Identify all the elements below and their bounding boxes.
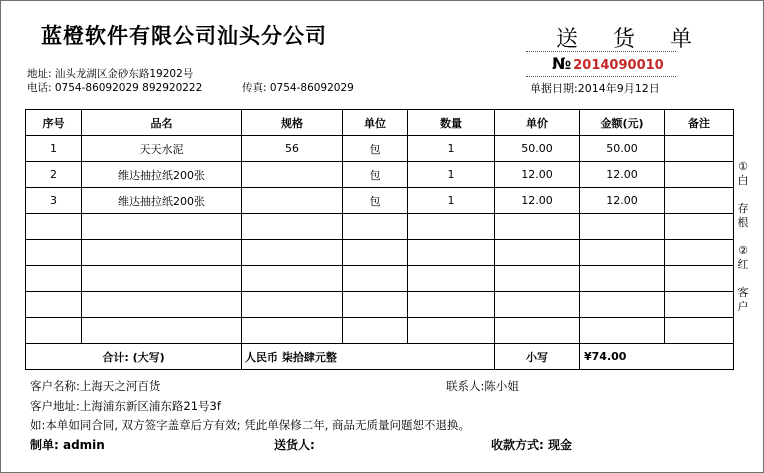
copy-note-char: 存 bbox=[737, 202, 749, 215]
total-amount-words: 人民币 柒拾肆元整 bbox=[242, 344, 495, 370]
company-name: 蓝橙软件有限公司汕头分公司 bbox=[41, 24, 327, 48]
document-number bbox=[552, 54, 664, 73]
table-cell: 包 bbox=[343, 188, 408, 214]
table-cell bbox=[82, 318, 242, 344]
table-cell: 50.00 bbox=[495, 136, 580, 162]
table-cell bbox=[580, 266, 665, 292]
table-cell: 包 bbox=[343, 136, 408, 162]
table-cell bbox=[26, 266, 82, 292]
document-date: 单据日期:2014年9月12日 bbox=[530, 82, 660, 95]
number-divider bbox=[526, 76, 676, 77]
copy-note-char: 根 bbox=[737, 216, 749, 229]
payment-method: 收款方式: 现金 bbox=[491, 438, 572, 452]
copy-note-char: ① bbox=[738, 160, 748, 173]
copy-note bbox=[736, 160, 750, 314]
column-header: 数量 bbox=[408, 110, 495, 136]
column-header: 单价 bbox=[495, 110, 580, 136]
table-cell bbox=[495, 240, 580, 266]
table-cell bbox=[408, 240, 495, 266]
table-cell: 12.00 bbox=[580, 162, 665, 188]
column-header: 金额(元) bbox=[580, 110, 665, 136]
copy-note-char bbox=[736, 230, 750, 244]
table-cell: 50.00 bbox=[580, 136, 665, 162]
table-cell bbox=[82, 240, 242, 266]
table-cell bbox=[242, 214, 343, 240]
column-header: 序号 bbox=[26, 110, 82, 136]
table-cell bbox=[343, 292, 408, 318]
company-address: 地址: 汕头龙湖区金砂东路19202号 bbox=[27, 68, 194, 80]
table-cell bbox=[26, 214, 82, 240]
number-sign: № bbox=[552, 54, 572, 73]
table-cell bbox=[580, 318, 665, 344]
table-cell bbox=[665, 266, 734, 292]
table-cell: 天天水泥 bbox=[82, 136, 242, 162]
table-cell: 2 bbox=[26, 162, 82, 188]
table-cell bbox=[343, 240, 408, 266]
table-cell bbox=[495, 292, 580, 318]
table-cell bbox=[242, 318, 343, 344]
table-cell: 1 bbox=[408, 188, 495, 214]
total-label: 合计: (大写) bbox=[26, 344, 242, 370]
table-cell: 3 bbox=[26, 188, 82, 214]
table-cell: 1 bbox=[26, 136, 82, 162]
table-cell bbox=[665, 188, 734, 214]
table-row bbox=[26, 136, 734, 162]
table-cell bbox=[580, 292, 665, 318]
table-cell: 维达抽拉纸200张 bbox=[82, 162, 242, 188]
column-header: 单位 bbox=[343, 110, 408, 136]
table-cell bbox=[408, 214, 495, 240]
table-cell bbox=[242, 266, 343, 292]
table-cell bbox=[343, 318, 408, 344]
table-row bbox=[26, 214, 734, 240]
table-row bbox=[26, 188, 734, 214]
table-cell bbox=[665, 136, 734, 162]
copy-note-char: 客 bbox=[737, 286, 749, 299]
table-cell bbox=[665, 162, 734, 188]
table-cell bbox=[242, 292, 343, 318]
table-cell: 56 bbox=[242, 136, 343, 162]
table-cell: 1 bbox=[408, 162, 495, 188]
customer-name: 客户名称:上海天之河百货 bbox=[30, 379, 161, 393]
table-cell bbox=[495, 266, 580, 292]
total-row bbox=[26, 344, 734, 370]
small-label: 小写 bbox=[495, 344, 580, 370]
column-header: 品名 bbox=[82, 110, 242, 136]
table-cell bbox=[26, 240, 82, 266]
document-title: 送 货 单 bbox=[556, 27, 706, 52]
table-cell: 包 bbox=[343, 162, 408, 188]
table-cell bbox=[665, 318, 734, 344]
table-cell bbox=[408, 266, 495, 292]
table-cell bbox=[580, 240, 665, 266]
table-cell bbox=[408, 292, 495, 318]
copy-note-char bbox=[736, 272, 750, 286]
table-cell bbox=[665, 240, 734, 266]
remark-text: 如:本单如同合同, 双方签字盖章后方有效; 凭此单保修二年, 商品无质量问题恕不退换。 bbox=[30, 418, 471, 432]
customer-address: 客户地址:上海浦东新区浦东路21号3f bbox=[30, 399, 221, 413]
copy-note-char: 户 bbox=[737, 300, 749, 313]
table-cell bbox=[495, 318, 580, 344]
table-cell bbox=[26, 318, 82, 344]
table-row bbox=[26, 318, 734, 344]
table-row bbox=[26, 292, 734, 318]
table-cell bbox=[82, 292, 242, 318]
table-cell: 维达抽拉纸200张 bbox=[82, 188, 242, 214]
table-cell: 12.00 bbox=[495, 188, 580, 214]
table-cell bbox=[343, 214, 408, 240]
signer: 制单: admin bbox=[30, 438, 105, 452]
column-header: 规格 bbox=[242, 110, 343, 136]
table-header-row bbox=[26, 110, 734, 136]
copy-note-char: ② bbox=[738, 244, 748, 257]
company-phone: 电话: 0754-86092029 892920222 bbox=[27, 82, 203, 94]
table-cell bbox=[242, 162, 343, 188]
table-cell: 12.00 bbox=[495, 162, 580, 188]
table-cell bbox=[26, 292, 82, 318]
table-cell bbox=[82, 266, 242, 292]
table-cell bbox=[242, 240, 343, 266]
delivery-table bbox=[25, 109, 733, 371]
table-row bbox=[26, 240, 734, 266]
table-row bbox=[26, 266, 734, 292]
table-cell bbox=[408, 318, 495, 344]
table-cell bbox=[343, 266, 408, 292]
column-header: 备注 bbox=[665, 110, 734, 136]
title-divider bbox=[526, 51, 676, 52]
table-cell bbox=[242, 188, 343, 214]
copy-note-char bbox=[736, 188, 750, 202]
table-cell bbox=[495, 214, 580, 240]
copy-note-char: 白 bbox=[737, 174, 749, 187]
table-cell: 1 bbox=[408, 136, 495, 162]
table-row bbox=[26, 162, 734, 188]
table-cell: 12.00 bbox=[580, 188, 665, 214]
small-value: ¥74.00 bbox=[580, 344, 734, 370]
document-number-value: 2014090010 bbox=[573, 58, 664, 73]
contact-person: 联系人:陈小姐 bbox=[446, 379, 519, 393]
company-fax: 传真: 0754-86092029 bbox=[242, 82, 354, 94]
table-cell bbox=[665, 214, 734, 240]
table-cell bbox=[82, 214, 242, 240]
table-cell bbox=[580, 214, 665, 240]
table-cell bbox=[665, 292, 734, 318]
sender: 送货人: bbox=[274, 438, 315, 452]
copy-note-char: 红 bbox=[737, 258, 749, 271]
